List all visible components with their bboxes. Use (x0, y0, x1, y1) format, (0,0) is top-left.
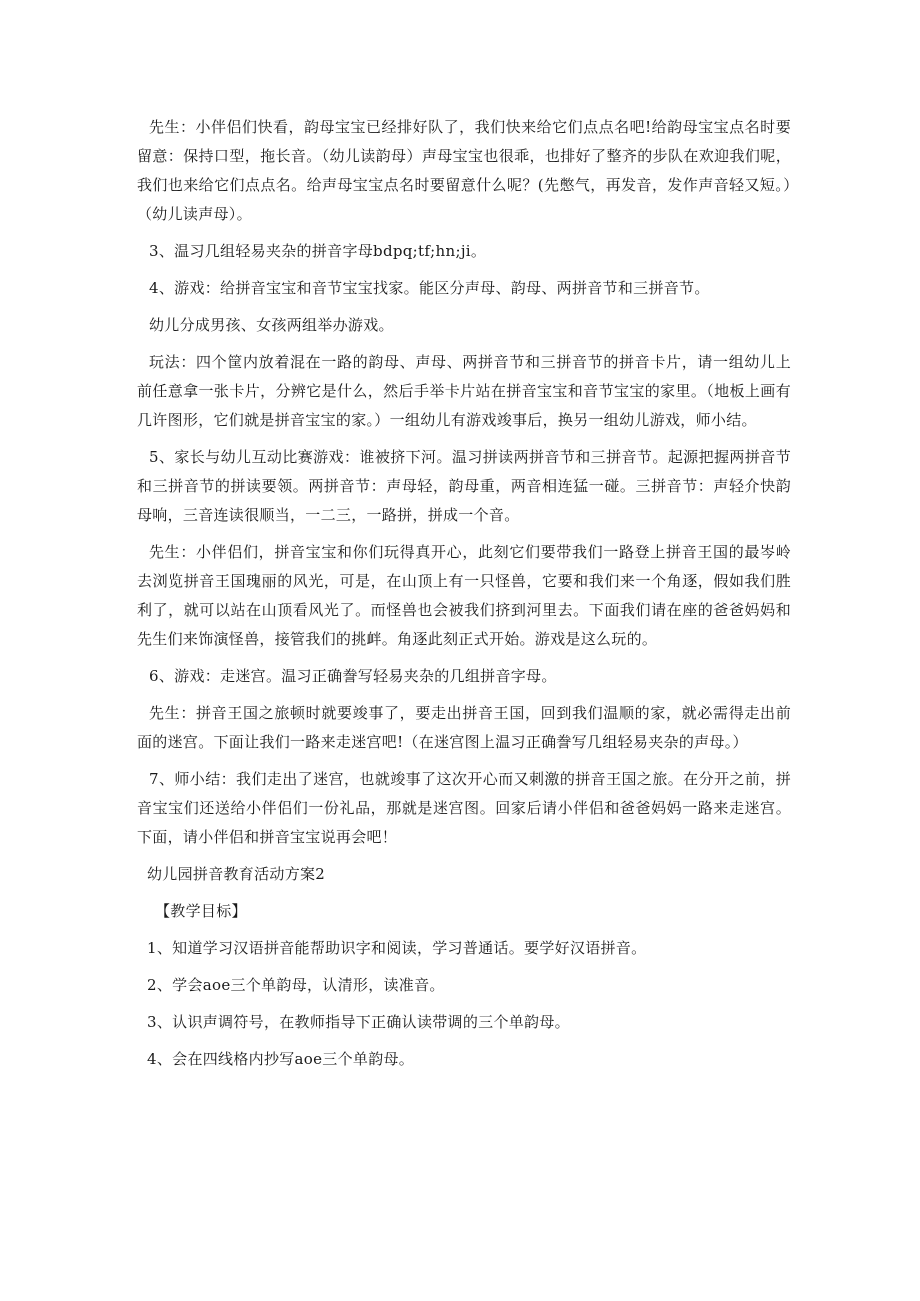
objective-item-1: 1、知道学习汉语拼音能帮助识字和阅读，学习普通话。要学好汉语拼音。 (147, 939, 647, 957)
paragraph-step-3: 3、温习几组轻易夹杂的拼音字母bdpq;tf;hn;ji。 (149, 242, 487, 260)
paragraph-step-6: 6、游戏：走迷宫。温习正确誊写轻易夹杂的几组拼音字母。 (149, 667, 557, 685)
section-title: 幼儿园拼音教育活动方案2 (147, 865, 326, 883)
document-body (137, 113, 791, 1082)
paragraph-teacher-monster: 先生：小伴侣们，拼音宝宝和你们玩得真开心，此刻它们要带我们一路登上拼音王国的最岑岭去浏览拼音王国瑰丽的风光，可是，在山顶上有一只怪兽，它要和我们来一个角逐，假如我们胜利了，就可以站在山顶看风光了。而怪兽也会被我们挤到河里去。下面我们请在座的爸爸妈妈和先生们来饰演怪兽，接管我们的挑衅。角逐此刻正式开始。游戏是这么玩的。 (137, 543, 791, 648)
paragraph-teacher-intro: 先生：小伴侣们快看，韵母宝宝已经排好队了，我们快来给它们点点名吧!给韵母宝宝点名时要留意：保持口型，拖长音。（幼儿读韵母）声母宝宝也很乖，也排好了整齐的步队在欢迎我们呢，我们也来给它们点点名。给声母宝宝点名时要留意什么呢？(先憋气，再发音，发作声音轻又短。）（幼儿读声母）。 (137, 118, 791, 223)
paragraph-step-5: 5、家长与幼儿互动比赛游戏：谁被挤下河。温习拼读两拼音节和三拼音节。起源把握两拼音节和三拼音节的拼读要领。两拼音节：声母轻，韵母重，两音相连猛一碰。三拼音节：声轻介快韵母响，三音连读很顺当，一二三，一路拼，拼成一个音。 (137, 448, 791, 524)
paragraph-grouping: 幼儿分成男孩、女孩两组举办游戏。 (149, 316, 394, 334)
paragraph-teacher-maze: 先生：拼音王国之旅顿时就要竣事了，要走出拼音王国，回到我们温顺的家，就必需得走出前面的迷宫。下面让我们一路来走迷宫吧!（在迷宫图上温习正确誊写几组轻易夹杂的声母。） (137, 704, 791, 751)
objective-item-4: 4、会在四线格内抄写aoe三个单韵母。 (147, 1050, 415, 1068)
paragraph-step-7: 7、师小结：我们走出了迷宫，也就竣事了这次开心而又刺激的拼音王国之旅。在分开之前，拼音宝宝们还送给小伴侣们一份礼品，那就是迷宫图。回家后请小伴侣和爸爸妈妈一路来走迷宫。下面，请小伴侣和拼音宝宝说再会吧！ (137, 770, 791, 846)
objective-item-2: 2、学会aoe三个单韵母，认清形，读准音。 (147, 976, 445, 994)
paragraph-how-to-play: 玩法：四个筐内放着混在一路的韵母、声母、两拼音节和三拼音节的拼音卡片，请一组幼儿上前任意拿一张卡片，分辨它是什么，然后手举卡片站在拼音宝宝和音节宝宝的家里。（地板上画有几许图形，它们就是拼音宝宝的家。）一组幼儿有游戏竣事后，换另一组幼儿游戏，师小结。 (137, 353, 791, 429)
section-heading-objectives: 【教学目标】 (155, 902, 247, 920)
paragraph-step-4: 4、游戏：给拼音宝宝和音节宝宝找家。能区分声母、韵母、两拼音节和三拼音节。 (149, 279, 710, 297)
objective-item-3: 3、认识声调符号，在教师指导下正确认读带调的三个单韵母。 (147, 1013, 570, 1031)
